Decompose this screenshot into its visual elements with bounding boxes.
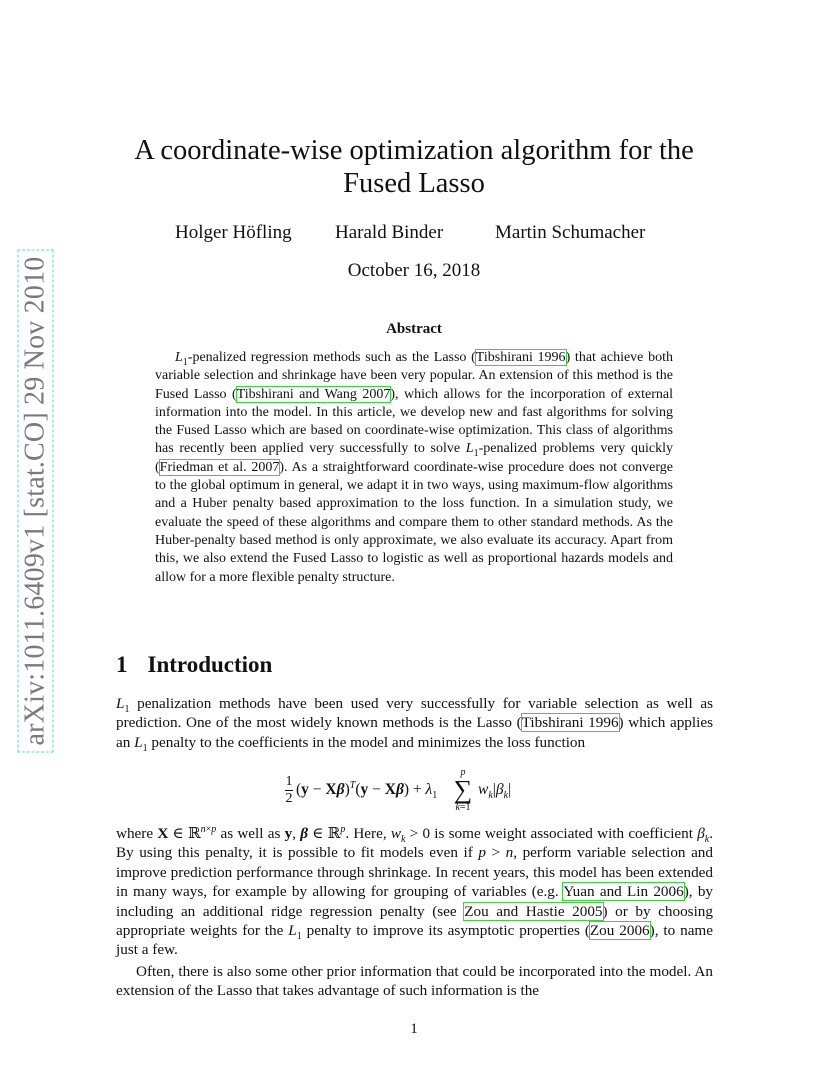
body-text: penalty to improve its asymptotic properties ( [301,922,590,940]
math-l: L [116,695,125,712]
body-text: as well as [216,825,285,842]
intro-paragraph-1 [116,694,713,752]
body-text: ), by including an additional ridge regression penalty (see [116,883,714,920]
citation-link[interactable]: Tibshirani and Wang 2007 [236,386,391,402]
abstract-text: -penalized regression methods such as the Lasso ( [187,350,476,365]
section-number: 1 [116,652,128,677]
summation-symbol: p ∑ k=1 [453,767,473,813]
loss-equation [284,768,554,824]
paper-title [100,134,728,200]
body-text: ), to name just a few. [116,922,713,959]
title-line-1: A coordinate-wise optimization algorithm for the [134,135,694,166]
body-text: , perform variable selection and improve prediction performance through shrinkage. In recent years, this model has been extended in many ways, for example by allowing for grouping of variables (e.g. [116,844,713,901]
page-number: 1 [410,1021,418,1037]
citation-link[interactable]: Friedman et al. 2007 [159,459,280,475]
section-heading [116,652,272,678]
arxiv-identifier[interactable]: arXiv:1011.6409v1 [stat.CO] 29 Nov 2010 [17,250,53,753]
math-sub: 1 [142,742,148,754]
fraction-half: 1 2 [285,774,293,806]
equation-expression: $(y - X\beta)^T(y - X\beta) + \lambda_1$ [296,779,438,802]
math-sub: 1 [124,704,130,716]
author-3: Martin Schumacher [495,222,646,243]
author-list [0,222,828,246]
body-text: where [116,825,158,842]
title-line-2: Fused Lasso [343,168,485,199]
abstract-body [155,349,673,587]
author-1: Holger Höfling [175,222,292,243]
author-2: Harald Binder [335,222,444,243]
equation-tail: $w_k|\beta_k|$ [478,781,512,802]
body-text: . Here, [345,825,391,842]
body-text: is some weight associated with coefficient [430,825,698,842]
citation-link[interactable]: Zou and Hastie 2005 [464,902,603,920]
citation-link[interactable]: Tibshirani 1996 [475,350,566,365]
citation-link[interactable]: Zou 2006 [589,922,650,940]
abstract-text: -penalized problems very quickly ( [155,441,673,475]
citation-link[interactable]: Tibshirani 1996 [521,714,619,732]
paper-date: October 16, 2018 [347,260,481,281]
section-title: Introduction [147,652,273,677]
abstract-text: ) that achieve both variable selection and shrinkage have been very popular. An extension of this method is the Fused Lasso ( [155,350,673,402]
math-l: L [465,441,474,457]
body-text: Often, there is also some other prior information that could be incorporated into the model. An extension of the Lasso that takes advantage of such information is the [116,963,713,1000]
abstract-text: ). As a straightforward coordinate-wise procedure does not converge to the global optimum in general, we adapt it in two ways, using maximum-flow algorithms and a Huber penalty based approximation to the loss function. In a simulation study, we evaluate the speed of these algorithms and compare them to other standard methods. As the Huber-penalty based method is only approximate, we also evaluate its accuracy. Apart from this, we also extend the Fused Lasso to logistic as well as proportional hazards models and allow for a more flexible penalty structure. [155,459,673,585]
body-text: penalty to the coefficients in the model and minimizes the loss function [147,733,586,751]
body-text: penalization methods have been used very successfully for variable selection as well as prediction. One of the most widely known methods is the Lasso ( [116,695,713,732]
math-sub: 1 [473,448,479,460]
body-text: . By using this penalty, it is possible to fit models even if [116,825,714,862]
math-l: L [175,350,183,365]
intro-paragraph-2: where X ∈ ℝ$^{n\times p}$ as well as y, β ∈ ℝ$^p$. Here, $w_k > 0$ is some weight associated with coefficient $\beta_k$. By using this penalty, it is possible to fit models even if p > n, perform variable selection and improve prediction performance through shrinkage. In recent years, this model has been extended in many ways, for example by allowing for grouping of variables (e.g. Yuan and Lin 2006), by including an additional ridge regression penalty (see Zou and Hastie 2005) or by choosing appropriate weights for the $L_1$ penalty to improve its asymptotic properties (Zou 2006), to name just a few. [116,823,714,959]
intro-paragraph-3 [116,962,713,1001]
math-l: L [134,733,143,751]
abstract-heading: Abstract [386,321,442,337]
body-text: ) or by choosing appropriate weights for the [116,902,713,940]
body-text: ) which applies an [116,714,713,751]
citation-link[interactable]: Yuan and Lin 2006 [563,883,684,901]
abstract-text: ), which allows for the incorporation of external information into the model. In this article, we develop new and fast algorithms for solving the Fused Lasso which are based on coordinate-wise optimization. This class of algorithms has recently been applied very successfully to solve [155,386,673,457]
math-sub: 1 [182,356,188,368]
